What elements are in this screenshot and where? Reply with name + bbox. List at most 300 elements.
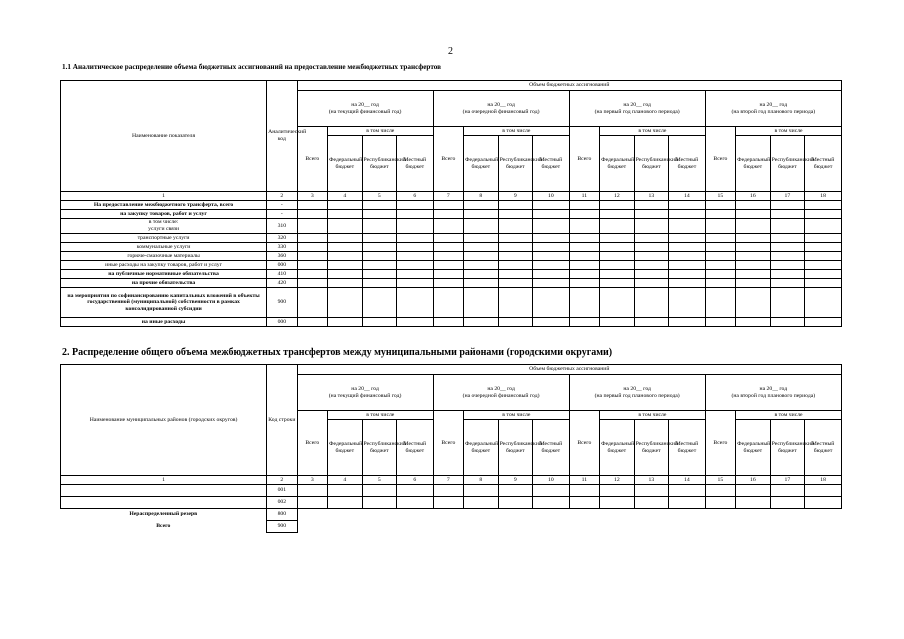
value-cell[interactable] bbox=[533, 243, 570, 252]
value-cell[interactable] bbox=[805, 318, 842, 327]
value-cell[interactable] bbox=[600, 485, 635, 497]
column-number: 5 bbox=[362, 476, 397, 485]
value-cell[interactable] bbox=[464, 201, 499, 210]
value-cell[interactable] bbox=[600, 201, 635, 210]
value-cell[interactable] bbox=[805, 279, 842, 288]
row-name[interactable] bbox=[61, 497, 267, 509]
value-cell[interactable] bbox=[362, 219, 397, 234]
value-cell[interactable] bbox=[433, 497, 463, 509]
republic-budget-header: Республиканский бюджет bbox=[770, 420, 805, 476]
value-cell[interactable] bbox=[498, 243, 533, 252]
value-cell[interactable] bbox=[569, 279, 599, 288]
value-cell[interactable] bbox=[464, 219, 499, 234]
value-cell[interactable] bbox=[805, 288, 842, 318]
value-cell[interactable] bbox=[297, 279, 327, 288]
value-cell[interactable] bbox=[770, 279, 805, 288]
value-cell[interactable] bbox=[397, 210, 434, 219]
column-number: 14 bbox=[669, 192, 706, 201]
value-cell[interactable] bbox=[569, 234, 599, 243]
value-cell[interactable] bbox=[464, 279, 499, 288]
value-cell[interactable] bbox=[600, 210, 635, 219]
total-header: Всего bbox=[705, 411, 735, 476]
value-cell[interactable] bbox=[805, 210, 842, 219]
value-cell[interactable] bbox=[362, 485, 397, 497]
value-cell[interactable] bbox=[498, 234, 533, 243]
value-cell[interactable] bbox=[297, 318, 327, 327]
table-row bbox=[61, 219, 842, 234]
value-cell[interactable] bbox=[705, 234, 735, 243]
table-row bbox=[61, 261, 842, 270]
value-cell[interactable] bbox=[397, 219, 434, 234]
value-cell[interactable] bbox=[770, 288, 805, 318]
value-cell[interactable] bbox=[736, 252, 771, 261]
value-cell[interactable] bbox=[362, 270, 397, 279]
value-cell[interactable] bbox=[569, 219, 599, 234]
value-cell[interactable] bbox=[533, 219, 570, 234]
value-cell[interactable] bbox=[328, 318, 363, 327]
value-cell[interactable] bbox=[498, 252, 533, 261]
value-cell[interactable] bbox=[362, 201, 397, 210]
value-cell[interactable] bbox=[600, 243, 635, 252]
republic-budget-header: Республиканский бюджет bbox=[498, 136, 533, 192]
value-cell[interactable] bbox=[362, 288, 397, 318]
value-cell[interactable] bbox=[736, 201, 771, 210]
value-cell[interactable] bbox=[669, 288, 706, 318]
value-cell[interactable] bbox=[634, 279, 669, 288]
value-cell[interactable] bbox=[569, 201, 599, 210]
value-cell[interactable] bbox=[328, 288, 363, 318]
value-cell[interactable] bbox=[805, 270, 842, 279]
value-cell[interactable] bbox=[498, 219, 533, 234]
value-cell[interactable] bbox=[533, 261, 570, 270]
value-cell[interactable] bbox=[433, 261, 463, 270]
value-cell[interactable] bbox=[805, 485, 842, 497]
value-cell[interactable] bbox=[533, 270, 570, 279]
value-cell[interactable] bbox=[736, 497, 771, 509]
column-number: 8 bbox=[464, 192, 499, 201]
value-cell[interactable] bbox=[397, 252, 434, 261]
column-number: 9 bbox=[498, 476, 533, 485]
empty-cell bbox=[397, 521, 434, 533]
empty-cell bbox=[498, 509, 533, 521]
value-cell[interactable] bbox=[669, 279, 706, 288]
value-cell[interactable] bbox=[433, 234, 463, 243]
value-cell[interactable] bbox=[669, 243, 706, 252]
value-cell[interactable] bbox=[498, 210, 533, 219]
value-cell[interactable] bbox=[397, 270, 434, 279]
row-code: 900 bbox=[267, 288, 297, 318]
republic-budget-header: Республиканский бюджет bbox=[634, 420, 669, 476]
value-cell[interactable] bbox=[770, 485, 805, 497]
page-number: 2 bbox=[448, 46, 453, 57]
value-cell[interactable] bbox=[433, 252, 463, 261]
value-cell[interactable] bbox=[634, 497, 669, 509]
empty-cell bbox=[297, 521, 327, 533]
value-cell[interactable] bbox=[634, 243, 669, 252]
value-cell[interactable] bbox=[736, 210, 771, 219]
value-cell[interactable] bbox=[464, 243, 499, 252]
value-cell[interactable] bbox=[669, 252, 706, 261]
value-cell[interactable] bbox=[805, 219, 842, 234]
republic-budget-header: Республиканский бюджет bbox=[498, 420, 533, 476]
value-cell[interactable] bbox=[600, 261, 635, 270]
republic-budget-header: Республиканский бюджет bbox=[362, 420, 397, 476]
value-cell[interactable] bbox=[705, 288, 735, 318]
total-code: 800 bbox=[267, 509, 297, 521]
value-cell[interactable] bbox=[328, 234, 363, 243]
empty-cell bbox=[569, 521, 599, 533]
row-name: в том числе: услуги связи bbox=[61, 219, 267, 234]
value-cell[interactable] bbox=[669, 485, 706, 497]
period-header: на 20__ год (на текущий финансовый год) bbox=[297, 375, 433, 411]
row-code: 002 bbox=[267, 497, 297, 509]
federal-budget-header: Федеральный бюджет bbox=[600, 136, 635, 192]
value-cell[interactable] bbox=[328, 210, 363, 219]
value-cell[interactable] bbox=[498, 318, 533, 327]
value-cell[interactable] bbox=[533, 497, 570, 509]
column-number: 13 bbox=[634, 192, 669, 201]
total-code: 900 bbox=[267, 521, 297, 533]
period-header: на 20__ год (на первый год планового периода) bbox=[569, 91, 705, 127]
value-cell[interactable] bbox=[433, 318, 463, 327]
empty-cell bbox=[433, 509, 463, 521]
including-header: в том числе bbox=[464, 127, 570, 136]
value-cell[interactable] bbox=[634, 219, 669, 234]
empty-cell bbox=[669, 521, 706, 533]
value-cell[interactable] bbox=[634, 210, 669, 219]
value-cell[interactable] bbox=[770, 252, 805, 261]
value-cell[interactable] bbox=[433, 219, 463, 234]
row-code: 320 bbox=[267, 234, 297, 243]
value-cell[interactable] bbox=[362, 497, 397, 509]
local-budget-header: Местный бюджет bbox=[533, 136, 570, 192]
empty-cell bbox=[736, 521, 771, 533]
value-cell[interactable] bbox=[328, 279, 363, 288]
value-cell[interactable] bbox=[669, 318, 706, 327]
value-cell[interactable] bbox=[569, 318, 599, 327]
column-number: 17 bbox=[770, 476, 805, 485]
value-cell[interactable] bbox=[669, 201, 706, 210]
value-cell[interactable] bbox=[297, 485, 327, 497]
federal-budget-header: Федеральный бюджет bbox=[600, 420, 635, 476]
table-row bbox=[61, 318, 842, 327]
value-cell[interactable] bbox=[770, 219, 805, 234]
value-cell[interactable] bbox=[634, 270, 669, 279]
value-cell[interactable] bbox=[736, 270, 771, 279]
republic-budget-header: Республиканский бюджет bbox=[362, 136, 397, 192]
value-cell[interactable] bbox=[705, 261, 735, 270]
value-cell[interactable] bbox=[297, 261, 327, 270]
column-number: 3 bbox=[297, 192, 327, 201]
value-cell[interactable] bbox=[397, 234, 434, 243]
value-cell[interactable] bbox=[805, 234, 842, 243]
value-cell[interactable] bbox=[569, 243, 599, 252]
value-cell[interactable] bbox=[362, 252, 397, 261]
value-cell[interactable] bbox=[297, 219, 327, 234]
total-header: Всего bbox=[433, 127, 463, 192]
column-number: 4 bbox=[328, 476, 363, 485]
value-cell[interactable] bbox=[705, 279, 735, 288]
value-cell[interactable] bbox=[328, 261, 363, 270]
value-cell[interactable] bbox=[433, 485, 463, 497]
value-cell[interactable] bbox=[498, 201, 533, 210]
value-cell[interactable] bbox=[569, 261, 599, 270]
value-cell[interactable] bbox=[464, 318, 499, 327]
column-number: 12 bbox=[600, 476, 635, 485]
value-cell[interactable] bbox=[433, 288, 463, 318]
value-cell[interactable] bbox=[634, 201, 669, 210]
value-cell[interactable] bbox=[328, 201, 363, 210]
value-cell[interactable] bbox=[705, 318, 735, 327]
republic-budget-header: Республиканский бюджет bbox=[634, 136, 669, 192]
row-code: - bbox=[267, 201, 297, 210]
value-cell[interactable] bbox=[433, 201, 463, 210]
value-cell[interactable] bbox=[533, 252, 570, 261]
empty-cell bbox=[498, 521, 533, 533]
value-cell[interactable] bbox=[705, 219, 735, 234]
value-cell[interactable] bbox=[569, 210, 599, 219]
value-cell[interactable] bbox=[736, 234, 771, 243]
value-cell[interactable] bbox=[705, 485, 735, 497]
value-cell[interactable] bbox=[397, 497, 434, 509]
value-cell[interactable] bbox=[362, 261, 397, 270]
column-number: 2 bbox=[267, 476, 297, 485]
value-cell[interactable] bbox=[464, 210, 499, 219]
value-cell[interactable] bbox=[362, 234, 397, 243]
value-cell[interactable] bbox=[736, 485, 771, 497]
value-cell[interactable] bbox=[498, 485, 533, 497]
value-cell[interactable] bbox=[634, 318, 669, 327]
column-number: 16 bbox=[736, 192, 771, 201]
value-cell[interactable] bbox=[600, 279, 635, 288]
value-cell[interactable] bbox=[569, 252, 599, 261]
value-cell[interactable] bbox=[328, 219, 363, 234]
value-cell[interactable] bbox=[736, 219, 771, 234]
value-cell[interactable] bbox=[433, 279, 463, 288]
value-cell[interactable] bbox=[736, 279, 771, 288]
column-number: 9 bbox=[498, 192, 533, 201]
value-cell[interactable] bbox=[464, 270, 499, 279]
value-cell[interactable] bbox=[498, 288, 533, 318]
row-name: На предоставление межбюджетного трансферта, всего bbox=[61, 201, 267, 210]
value-cell[interactable] bbox=[805, 261, 842, 270]
value-cell[interactable] bbox=[433, 270, 463, 279]
value-cell[interactable] bbox=[533, 318, 570, 327]
value-cell[interactable] bbox=[600, 270, 635, 279]
total-header: Всего bbox=[569, 127, 599, 192]
value-cell[interactable] bbox=[705, 252, 735, 261]
value-cell[interactable] bbox=[362, 279, 397, 288]
row-name: иные расходы на закупку товаров, работ и услуг bbox=[61, 261, 267, 270]
value-cell[interactable] bbox=[669, 497, 706, 509]
value-cell[interactable] bbox=[705, 243, 735, 252]
value-cell[interactable] bbox=[397, 318, 434, 327]
value-cell[interactable] bbox=[297, 252, 327, 261]
value-cell[interactable] bbox=[705, 201, 735, 210]
value-cell[interactable] bbox=[533, 210, 570, 219]
column-number: 10 bbox=[533, 476, 570, 485]
column-number: 5 bbox=[362, 192, 397, 201]
value-cell[interactable] bbox=[600, 288, 635, 318]
empty-cell bbox=[705, 521, 735, 533]
value-cell[interactable] bbox=[634, 288, 669, 318]
value-cell[interactable] bbox=[397, 485, 434, 497]
value-cell[interactable] bbox=[600, 497, 635, 509]
value-cell[interactable] bbox=[464, 252, 499, 261]
empty-cell bbox=[634, 509, 669, 521]
federal-budget-header: Федеральный бюджет bbox=[328, 420, 363, 476]
empty-cell bbox=[297, 509, 327, 521]
value-cell[interactable] bbox=[770, 210, 805, 219]
value-cell[interactable] bbox=[569, 497, 599, 509]
row-name: горюче-смазочные материалы bbox=[61, 252, 267, 261]
value-cell[interactable] bbox=[533, 201, 570, 210]
value-cell[interactable] bbox=[569, 485, 599, 497]
row-name[interactable] bbox=[61, 485, 267, 497]
value-cell[interactable] bbox=[770, 497, 805, 509]
value-cell[interactable] bbox=[533, 288, 570, 318]
value-cell[interactable] bbox=[805, 252, 842, 261]
value-cell[interactable] bbox=[736, 318, 771, 327]
row-code: 360 bbox=[267, 252, 297, 261]
value-cell[interactable] bbox=[297, 210, 327, 219]
value-cell[interactable] bbox=[328, 485, 363, 497]
value-cell[interactable] bbox=[805, 201, 842, 210]
empty-cell bbox=[464, 521, 499, 533]
table-row bbox=[61, 234, 842, 243]
value-cell[interactable] bbox=[634, 252, 669, 261]
empty-cell bbox=[805, 509, 842, 521]
value-cell[interactable] bbox=[669, 270, 706, 279]
value-cell[interactable] bbox=[533, 279, 570, 288]
value-cell[interactable] bbox=[464, 497, 499, 509]
empty-cell bbox=[736, 509, 771, 521]
empty-cell bbox=[328, 521, 363, 533]
value-cell[interactable] bbox=[464, 234, 499, 243]
empty-cell bbox=[464, 509, 499, 521]
value-cell[interactable] bbox=[297, 234, 327, 243]
column-number: 16 bbox=[736, 476, 771, 485]
header-code: Код строки bbox=[267, 365, 297, 476]
including-header: в том числе bbox=[328, 127, 434, 136]
header-name: Наименование показателя bbox=[61, 81, 267, 192]
column-number: 2 bbox=[267, 192, 297, 201]
value-cell[interactable] bbox=[328, 252, 363, 261]
row-code: 420 bbox=[267, 279, 297, 288]
value-cell[interactable] bbox=[600, 219, 635, 234]
value-cell[interactable] bbox=[705, 210, 735, 219]
value-cell[interactable] bbox=[736, 288, 771, 318]
value-cell[interactable] bbox=[569, 288, 599, 318]
value-cell[interactable] bbox=[498, 270, 533, 279]
value-cell[interactable] bbox=[770, 234, 805, 243]
empty-cell bbox=[328, 509, 363, 521]
value-cell[interactable] bbox=[669, 219, 706, 234]
including-header: в том числе bbox=[736, 127, 842, 136]
total-row bbox=[61, 521, 842, 533]
value-cell[interactable] bbox=[362, 318, 397, 327]
value-cell[interactable] bbox=[770, 318, 805, 327]
row-name: на прочие обязательства bbox=[61, 279, 267, 288]
row-code: 000 bbox=[267, 261, 297, 270]
value-cell[interactable] bbox=[600, 234, 635, 243]
column-number: 12 bbox=[600, 192, 635, 201]
empty-cell bbox=[600, 509, 635, 521]
value-cell[interactable] bbox=[669, 261, 706, 270]
column-number: 15 bbox=[705, 476, 735, 485]
value-cell[interactable] bbox=[634, 261, 669, 270]
value-cell[interactable] bbox=[805, 497, 842, 509]
column-number: 10 bbox=[533, 192, 570, 201]
value-cell[interactable] bbox=[464, 261, 499, 270]
value-cell[interactable] bbox=[705, 497, 735, 509]
row-name: на мероприятия по софинансированию капитальных вложений в объекты государственной (муниципальной) собственности в рамках консолидированной субсидии bbox=[61, 288, 267, 318]
value-cell[interactable] bbox=[600, 318, 635, 327]
value-cell[interactable] bbox=[362, 243, 397, 252]
value-cell[interactable] bbox=[297, 201, 327, 210]
value-cell[interactable] bbox=[433, 243, 463, 252]
value-cell[interactable] bbox=[634, 485, 669, 497]
value-cell[interactable] bbox=[464, 485, 499, 497]
value-cell[interactable] bbox=[433, 210, 463, 219]
value-cell[interactable] bbox=[397, 243, 434, 252]
value-cell[interactable] bbox=[669, 210, 706, 219]
empty-cell bbox=[397, 509, 434, 521]
value-cell[interactable] bbox=[533, 234, 570, 243]
column-number: 18 bbox=[805, 476, 842, 485]
value-cell[interactable] bbox=[669, 234, 706, 243]
value-cell[interactable] bbox=[498, 261, 533, 270]
value-cell[interactable] bbox=[770, 201, 805, 210]
value-cell[interactable] bbox=[328, 243, 363, 252]
value-cell[interactable] bbox=[498, 279, 533, 288]
value-cell[interactable] bbox=[770, 243, 805, 252]
empty-cell bbox=[634, 521, 669, 533]
value-cell[interactable] bbox=[736, 261, 771, 270]
period-header: на 20__ год (на очередной финансовый год) bbox=[433, 375, 569, 411]
value-cell[interactable] bbox=[705, 270, 735, 279]
value-cell[interactable] bbox=[736, 243, 771, 252]
value-cell[interactable] bbox=[328, 270, 363, 279]
column-number: 11 bbox=[569, 192, 599, 201]
row-code: 000 bbox=[267, 318, 297, 327]
value-cell[interactable] bbox=[397, 279, 434, 288]
value-cell[interactable] bbox=[397, 261, 434, 270]
value-cell[interactable] bbox=[634, 234, 669, 243]
value-cell[interactable] bbox=[297, 243, 327, 252]
value-cell[interactable] bbox=[805, 243, 842, 252]
value-cell[interactable] bbox=[297, 288, 327, 318]
value-cell[interactable] bbox=[464, 288, 499, 318]
value-cell[interactable] bbox=[397, 288, 434, 318]
value-cell[interactable] bbox=[397, 201, 434, 210]
value-cell[interactable] bbox=[297, 270, 327, 279]
column-number: 8 bbox=[464, 476, 499, 485]
value-cell[interactable] bbox=[533, 485, 570, 497]
value-cell[interactable] bbox=[297, 497, 327, 509]
value-cell[interactable] bbox=[770, 261, 805, 270]
value-cell[interactable] bbox=[498, 497, 533, 509]
total-header: Всего bbox=[297, 127, 327, 192]
value-cell[interactable] bbox=[328, 497, 363, 509]
row-code: 310 bbox=[267, 219, 297, 234]
value-cell[interactable] bbox=[600, 252, 635, 261]
value-cell[interactable] bbox=[362, 210, 397, 219]
value-cell[interactable] bbox=[770, 270, 805, 279]
local-budget-header: Местный бюджет bbox=[805, 420, 842, 476]
value-cell[interactable] bbox=[569, 270, 599, 279]
column-number: 17 bbox=[770, 192, 805, 201]
